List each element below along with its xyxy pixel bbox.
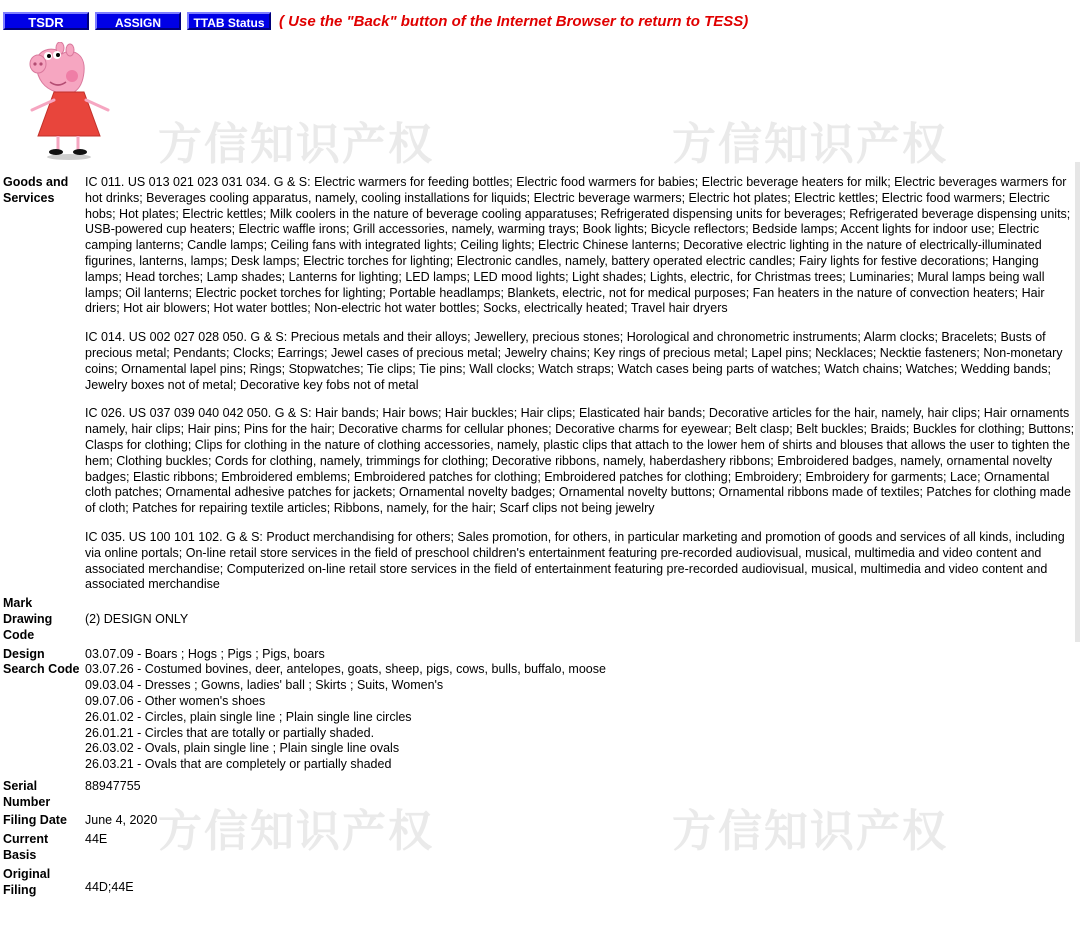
peppa-pig-icon <box>26 42 118 162</box>
field-label: Design Search Code <box>3 646 80 677</box>
goods-class-035: IC 035. US 100 101 102. G & S: Product merchandising for others; Sales promotion, for others, in particular marketing and promotion of goods and services of all kinds, including via online portals; On-line retail store services in the field of preschool children's entertainment featuring pre-recorded audiovisual, musical, multimedia and video content and associated merchandise; Computerized on-line retail store services in the field of entertainment featuring pre-recorded audiovisual, musical, multimedia and video content and associated merchandise <box>85 529 1065 592</box>
design-code: 09.03.04 - Dresses ; Gowns, ladies' ball ; Skirts ; Suits, Women's <box>85 678 444 693</box>
field-label: Filing Date <box>3 813 67 828</box>
goods-services-value <box>81 175 1076 593</box>
design-code: 26.01.02 - Circles, plain single line ; Plain single line circles <box>85 709 412 724</box>
design-code: 03.07.26 - Costumed bovines, deer, antelopes, goats, sheep, pigs, cows, bulls, buffalo, moose <box>85 662 606 677</box>
field-label: Goods and Services <box>3 175 69 205</box>
original-filing-value: 44D;44E <box>85 879 134 894</box>
goods-class-011: IC 011. US 013 021 023 031 034. G & S: Electric warmers for feeding bottles; Electric food warmers for babies; Electric beverage heaters for milk; Electric beverages warmers for hot drinks; Beverages cooling apparatus, namely, cooling installations for liquids; Electric beverage warmers; Electric hot plates; Electric kettles; Electric food warmers; Electric hobs; Hot plates; Electric kettles; Milk coolers in the nature of beverage cooling apparatuses; Refrigerated dispensing units for beverages; Refrigerated beverage dispensing units; USB-powered cup heaters; Electric waffle irons; Grill accessories, namely, warming trays; Book lights; Bicycle reflectors; Bedside lamps; Accent lights for indoor use; Electric camping lanterns; Candle lamps; Ceiling fans with integrated lights; Ceiling lights; Electric Chinese lanterns; Decorative electric lighting in the nature of electrically-illuminated figurines, lanterns, lamps; Desk lamps; Electric torches for lighting; Electronic candles, namely, battery operated electric candles; Fairy lights for festive decorations; Hanging lamps; Head torches; Lamp shades; Lanterns for lighting; LED lamps; LED mood lights; Light shades; Lights, electric, for Christmas trees; Luminaries; Mural lamps being wall lamps; Oil lanterns; Electric pocket torches for lighting; Portable headlamps; Blankets, electric, not for medical purposes; Fan heaters in the nature of convection heaters; Hair driers; Hot air blowers; Hot water bottles; Non-electric hot water bottles; Socks, electrically heated; Travel hair dryers <box>85 175 1071 316</box>
trademark-record-table <box>3 175 1076 898</box>
field-label: Original Filing <box>3 866 51 897</box>
goods-services-row <box>3 175 1076 593</box>
design-code: 26.03.21 - Ovals that are completely or partially shaded <box>85 757 392 772</box>
field-label: Mark Drawing Code <box>3 596 53 642</box>
design-code: 03.07.09 - Boars ; Hogs ; Pigs ; Pigs, boars <box>85 646 325 661</box>
watermark-2: 方信知识产权 <box>672 120 948 169</box>
design-code: 09.07.06 - Other women's shoes <box>85 693 266 708</box>
mark-drawing-code-row <box>3 593 1076 643</box>
field-label: Current Basis <box>3 832 49 863</box>
top-nav-bar <box>3 10 749 48</box>
current-basis-value: 44E <box>85 832 108 847</box>
design-search-code-row <box>3 644 1076 773</box>
current-basis-row <box>3 829 1076 864</box>
assign-status-button[interactable]: ASSIGN Status <box>95 12 181 30</box>
serial-number-value: 88947755 <box>85 778 141 793</box>
serial-number-row <box>3 773 1076 811</box>
filing-date-value: June 4, 2020 <box>85 813 158 828</box>
goods-class-026: IC 026. US 037 039 040 042 050. G & S: Hair bands; Hair bows; Hair buckles; Hair clips; Elasticated hair bands; Decorative articles for the hair, namely, hair clips; Hair ornaments namely, hair clips; Hair pins; Pins for the hair; Decorative charms for cellular phones; Decorative charms for eyewear; Belt clasp; Belt buckles; Braids; Buckles for clothing; Buttons; Clasps for clothing; Clips for clothing in the nature of clothing accessories, namely, plastic clips that attach to the lower hem of shirts and blouses that allows the user to tighten the hem; Clothing buckles; Cords for clothing, namely, trimmings for clothing; Decorative ribbons, namely, haberdashery ribbons; Embroidered badges, namely, ornamental novelty badges; Elastic ribbons; Embroidered emblems; Embroidered patches for clothing; Embroidered patches for clothing; Embroidery; Embroidery for garments; Lace; Ornamental cloth patches; Ornamental adhesive patches for jackets; Ornamental novelty badges; Ornamental novelty buttons; Ornamental ribbons made of textiles; Patches for clothing made of cloth; Patches for repairing textile articles; Ribbons, namely, for the hair; Scarf clips not being jewelry <box>85 406 1075 516</box>
filing-date-row <box>3 810 1076 829</box>
watermark-4: 方信知识产权 <box>672 807 948 856</box>
original-filing-row <box>3 864 1076 899</box>
design-search-code-value <box>81 644 1076 773</box>
tsdr-button[interactable]: TSDR <box>3 12 89 30</box>
back-instruction: ( Use the "Back" button of the Internet Browser to return to TESS) <box>279 12 749 30</box>
design-code: 26.03.02 - Ovals, plain single line ; Plain single line ovals <box>85 741 400 756</box>
watermark-1: 方信知识产权 <box>158 120 434 169</box>
watermark-3: 方信知识产权 <box>158 807 434 856</box>
mark-drawing-code-value: (2) DESIGN ONLY <box>85 612 189 627</box>
ttab-status-button[interactable]: TTAB Status <box>187 12 271 30</box>
goods-class-014: IC 014. US 002 027 028 050. G & S: Precious metals and their alloys; Jewellery, precious stones; Horological and chronometric instruments; Alarm clocks; Bracelets; Busts of precious metal; Pendants; Clocks; Earrings; Jewel cases of precious metal; Jewelry chains; Key rings of precious metal; Lapel pins; Necklaces; Necktie fasteners; Non-monetary coins; Ornamental lapel pins; Rings; Stopwatches; Tie clips; Tie pins; Wall clocks; Watch straps; Watch cases being parts of watches; Watch chains; Watches; Wedding bands; Jewelry boxes not of metal; Decorative key fobs not of metal <box>85 330 1063 392</box>
design-code: 26.01.21 - Circles that are totally or partially shaded. <box>85 725 375 740</box>
field-label: Serial Number <box>3 778 51 809</box>
